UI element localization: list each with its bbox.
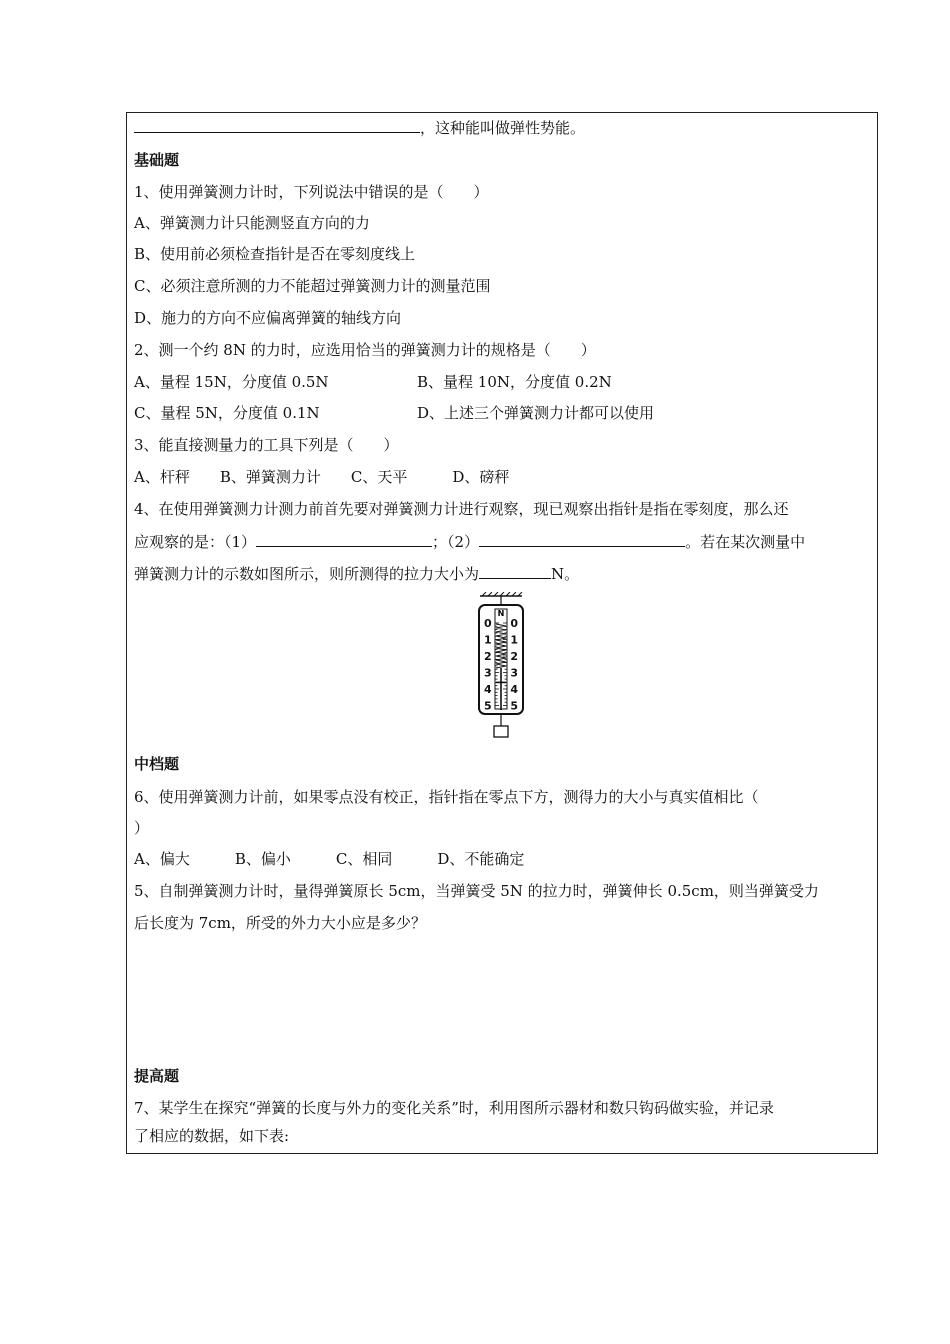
scale-label-right: 1 <box>510 633 518 647</box>
answer-blank-2[interactable] <box>479 531 685 547</box>
q1-option-b: B、使用前必须检查指针是否在零刻度线上 <box>134 245 416 263</box>
spring-scale-figure <box>466 592 536 742</box>
scale-label-left: 0 <box>484 617 492 630</box>
section-basic: 基础题 <box>134 151 180 169</box>
answer-blank[interactable] <box>134 117 420 133</box>
unit-label: N <box>497 609 505 618</box>
q2-option-d: D、上述三个弹簧测力计都可以使用 <box>417 404 655 422</box>
scale-label-left: 2 <box>484 650 492 663</box>
q2-options-row1 <box>134 372 612 392</box>
scale-label-right: 5 <box>510 699 518 713</box>
q6-options: A、偏大 B、偏小 C、相同 D、不能确定 <box>134 850 525 868</box>
q3-options: A、杆秤 B、弹簧测力计 C、天平 D、磅秤 <box>134 468 510 486</box>
q5-line2: 后长度为 7cm，所受的外力大小应是多少？ <box>134 914 426 932</box>
hook-weight <box>494 726 508 737</box>
scale-label-left: 1 <box>484 633 492 647</box>
scale-label-right: 2 <box>510 650 518 663</box>
intro-line: ，这种能叫做弹性势能。 <box>134 117 585 138</box>
q6-line1: 6、使用弹簧测力计前，如果零点没有校正，指针指在零点下方，测得力的大小与真实值相比（ <box>134 788 759 806</box>
q2-option-c: C、量程 5N，分度值 0.1N <box>134 404 320 422</box>
q2-stem: 2、测一个约 8N 的力时，应选用恰当的弹簧测力计的规格是（ ） <box>134 341 596 359</box>
q7-line1: 7、某学生在探究“弹簧的长度与外力的变化关系”时，利用图所示器材和数只钩码做实验，并记录 <box>134 1099 774 1117</box>
q6-line2: ） <box>134 819 150 837</box>
q4-line2: 应观察的是：（1） ；（2） 。若在某次测量中 <box>134 533 806 551</box>
scale-label-right: 0 <box>510 617 518 630</box>
q4-line1: 4、在使用弹簧测力计测力前首先要对弹簧测力计进行观察，现已观察出指针是指在零刻度，那么还 <box>134 500 789 518</box>
q5-line1: 5、自制弹簧测力计时，量得弹簧原长 5cm，当弹簧受 5N 的拉力时，弹簧伸长 0.5cm，则当弹簧受力 <box>134 882 819 900</box>
answer-blank-3[interactable] <box>479 563 551 579</box>
section-medium: 中档题 <box>134 755 180 773</box>
q2-option-a: A、量程 15N，分度值 0.5N <box>134 373 329 391</box>
q1-stem: 1、使用弹簧测力计时，下列说法中错误的是（ ） <box>134 183 489 201</box>
section-advanced: 提高题 <box>134 1067 180 1085</box>
q3-stem: 3、能直接测量力的工具下列是（ ） <box>134 436 399 454</box>
q1-option-d: D、施力的方向不应偏离弹簧的轴线方向 <box>134 309 402 327</box>
q1-option-c: C、必须注意所测的力不能超过弹簧测力计的测量范围 <box>134 277 491 295</box>
scale-label-left: 5 <box>484 699 492 713</box>
scale-label-right: 3 <box>510 666 518 680</box>
scale-label-right: 4 <box>510 683 518 696</box>
answer-blank-1[interactable] <box>256 531 432 547</box>
q2-option-b: B、量程 10N，分度值 0.2N <box>417 373 612 391</box>
q7-line2: 了相应的数据，如下表: <box>134 1127 290 1145</box>
q2-options-row2 <box>134 403 655 423</box>
q1-option-a: A、弹簧测力计只能测竖直方向的力 <box>134 214 370 232</box>
scale-label-left: 3 <box>484 666 492 680</box>
q4-line3: 弹簧测力计的示数如图所示，则所测得的拉力大小为 N。 <box>134 565 580 583</box>
scale-label-left: 4 <box>484 683 492 696</box>
